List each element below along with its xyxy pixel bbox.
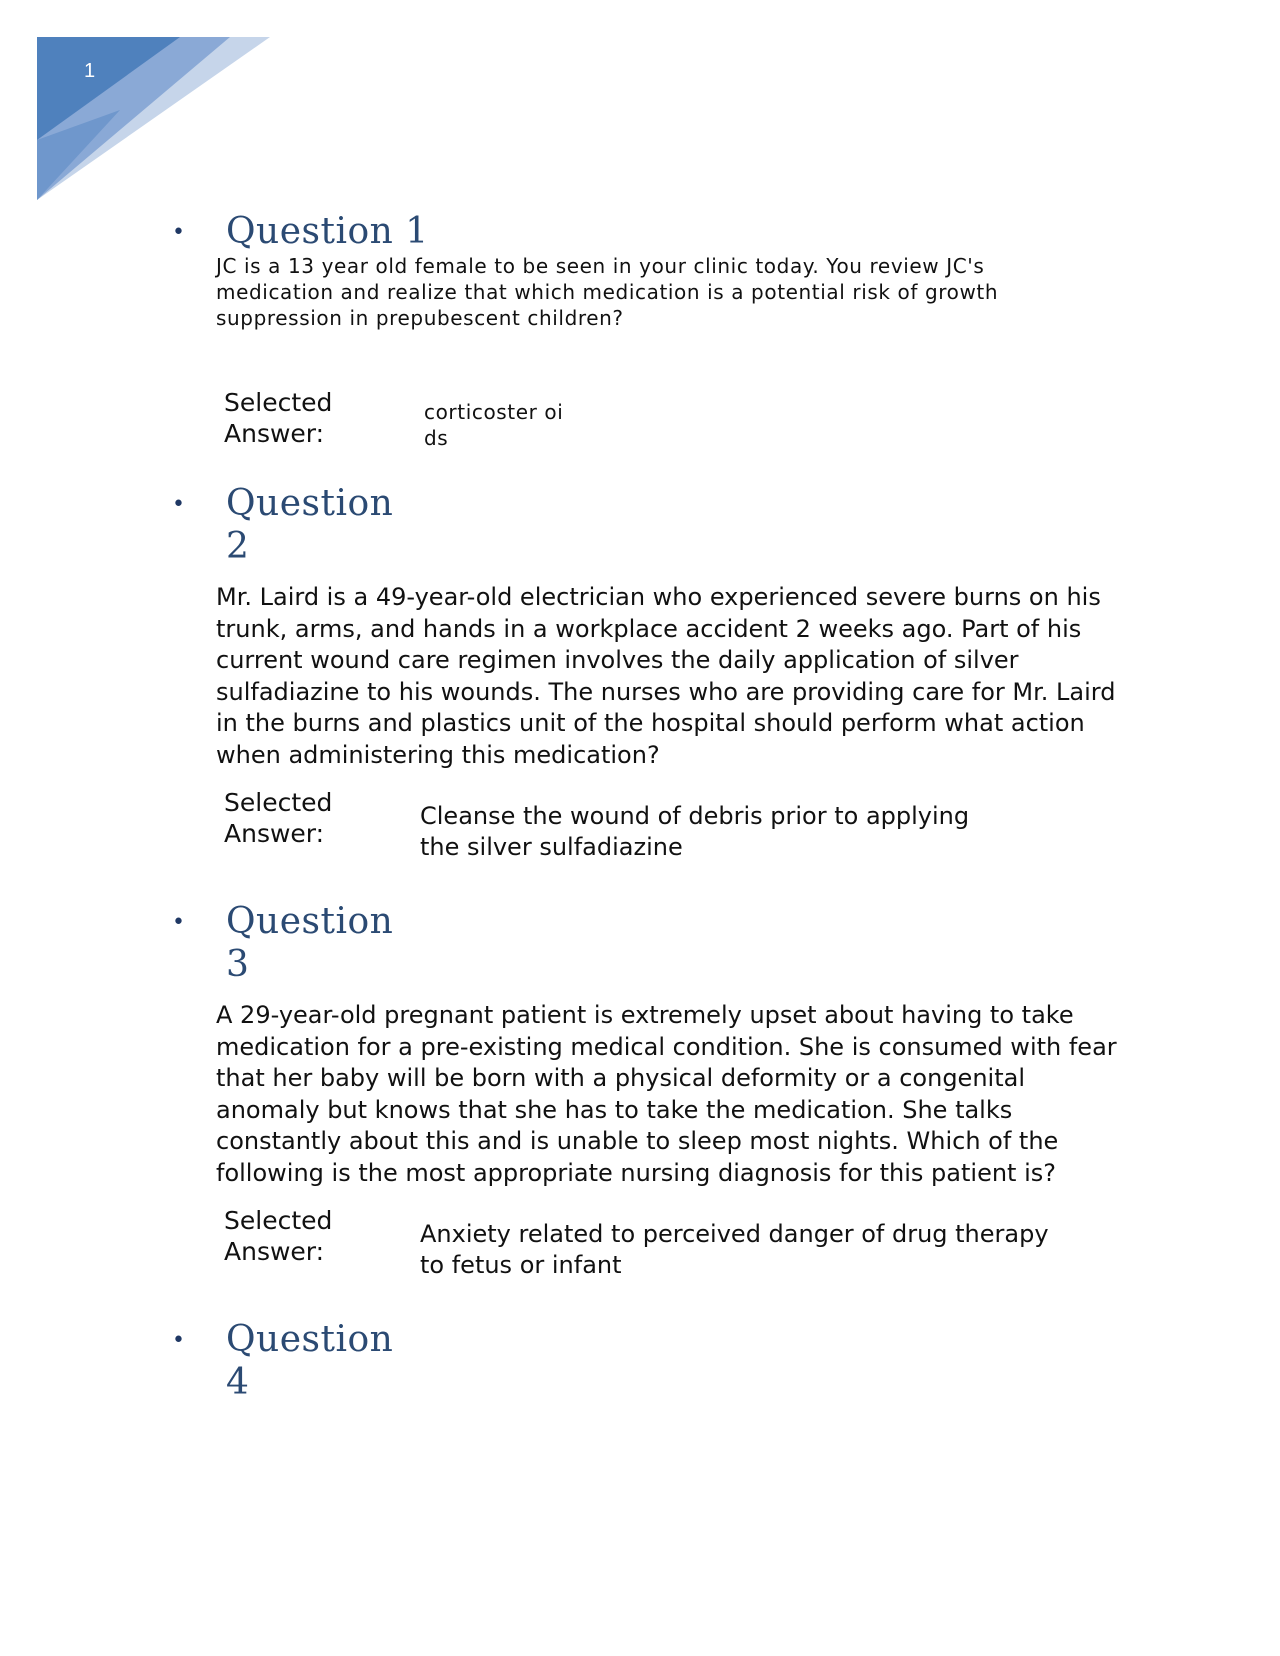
question-text: A 29-year-old pregnant patient is extremely upset about having to take medication for a pre-existing medical condition. She is consumed with fear that her baby will be born with a physical deformity or a congenital anomaly but knows that she has to take the medication. She talks constantly about this and is unable to sleep most nights. Which of the following is the most appropriate nursing diagnosis for this patient is? — [216, 1001, 1117, 1187]
selected-answer-label: Selected Answer: — [224, 1206, 333, 1266]
question-text: JC is a 13 year old female to be seen in your clinic today. You review JC's medication and realize that which medication is a potential risk of growth suppression in prepubescent children? — [216, 254, 999, 330]
question-3 — [172, 900, 1152, 1285]
question-2 — [172, 482, 1152, 867]
question-title: Question 1 — [226, 211, 429, 252]
question-heading — [172, 1318, 1152, 1404]
question-heading — [172, 482, 1152, 568]
bullet-icon: • — [172, 492, 185, 517]
selected-answer-row — [224, 387, 1152, 457]
question-text: Mr. Laird is a 49-year-old electrician who experienced severe burns on his trunk, arms, and hands in a workplace accident 2 weeks ago. Part of his current wound care regimen involves the daily application of silver sulfadiazine to his wounds. The nurses who are providing care for Mr. Laird in the burns and plastics unit of the hospital should perform what action when administering this medication? — [216, 583, 1116, 769]
selected-answer-value: Cleanse the wound of debris prior to applying the silver sulfadiazine — [420, 802, 970, 861]
selected-answer-value: corticoster oi ds — [424, 400, 564, 450]
question-title: Question 3 — [226, 901, 394, 985]
question-heading — [172, 210, 1152, 253]
bullet-icon: • — [172, 1328, 185, 1353]
question-1 — [172, 210, 1152, 457]
question-heading — [172, 900, 1152, 986]
selected-answer-value: Anxiety related to perceived danger of drug therapy to fetus or infant — [420, 1220, 1049, 1279]
bullet-icon: • — [172, 910, 185, 935]
question-title: Question 4 — [226, 1319, 394, 1403]
selected-answer-label: Selected Answer: — [224, 788, 333, 848]
question-title: Question 2 — [226, 483, 394, 567]
corner-decoration — [0, 0, 300, 220]
question-4 — [172, 1318, 1152, 1404]
bullet-icon: • — [172, 220, 185, 245]
selected-answer-label: Selected Answer: — [224, 388, 333, 448]
selected-answer-row — [224, 1205, 1152, 1285]
page-number: 1 — [84, 60, 96, 82]
selected-answer-row — [224, 787, 1152, 867]
